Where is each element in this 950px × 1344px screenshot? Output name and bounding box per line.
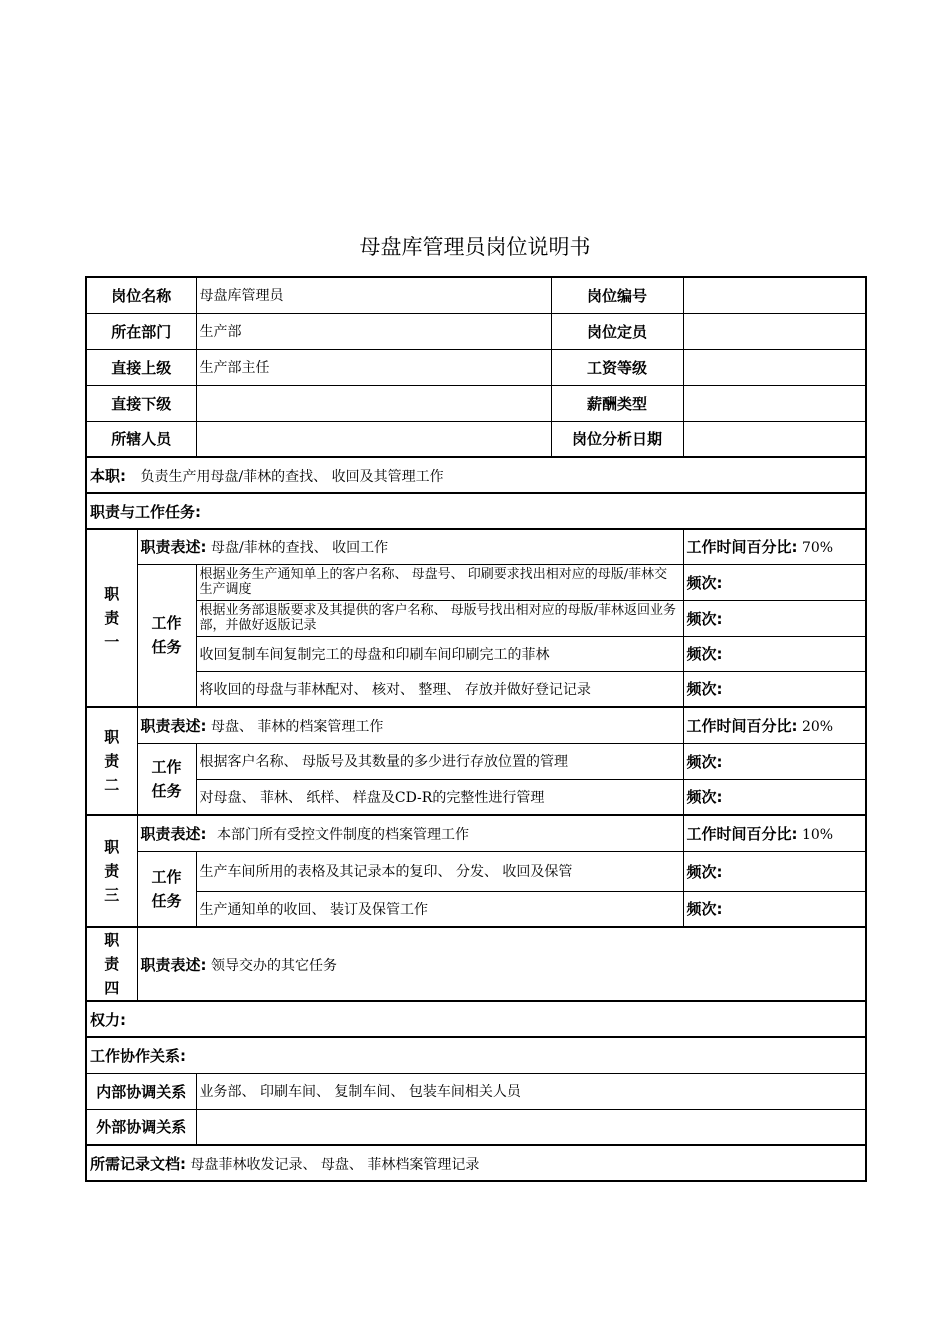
records-label: 所需记录文档: (90, 1154, 186, 1173)
duty-1-task-3: 收回复制车间复制完工的母盘和印刷车间印刷完工的菲林 (196, 636, 683, 671)
page-title: 母盘库管理员岗位说明书 (359, 235, 591, 259)
duty-2-task-2-freq: 频次: (683, 779, 866, 815)
subordinate-label: 直接下级 (86, 385, 196, 421)
duty-3-pct-label: 工作时间百分比: (686, 824, 798, 843)
external-value (196, 1109, 866, 1145)
duty-4-name: 职 责 四 (86, 927, 137, 1001)
duty-3-task-label: 工作 任务 (137, 851, 196, 927)
duty-3-task-1: 生产车间所用的表格及其记录本的复印、 分发、 收回及保管 (196, 851, 683, 891)
duty-2-task-1: 根据客户名称、 母版号及其数量的多少进行存放位置的管理 (196, 743, 683, 779)
analysis-date-label: 岗位分析日期 (551, 421, 683, 457)
duty-1-pct-value: 70% (801, 540, 834, 557)
superior-value: 生产部主任 (196, 349, 551, 385)
duty-1-pct-label: 工作时间百分比: (686, 538, 798, 557)
duty-3-task-2: 生产通知单的收回、 装订及保管工作 (196, 891, 683, 927)
duty-2-task-label: 工作 任务 (137, 743, 196, 815)
dept-label: 所在部门 (86, 313, 196, 349)
duty-1-desc-text: 母盘/菲林的查找、 收回工作 (210, 540, 389, 557)
duty-4-desc-text: 领导交办的其它任务 (210, 957, 337, 974)
duty-2-desc-text: 母盘、 菲林的档案管理工作 (210, 718, 384, 735)
duty-summary-label: 本职: (90, 466, 126, 485)
subordinate-value (196, 385, 551, 421)
salary-type-value (683, 385, 866, 421)
duty-1-task-4: 将收回的母盘与菲林配对、 核对、 整理、 存放并做好登记记录 (196, 671, 683, 707)
duty-2-pct-value: 20% (801, 718, 834, 735)
quota-value (683, 313, 866, 349)
records (86, 1145, 866, 1181)
duty-3-desc-label: 职责表述: (140, 824, 207, 843)
duty-3-pct-value: 10% (801, 826, 834, 843)
post-name-label: 岗位名称 (86, 277, 196, 313)
staff-label: 所辖人员 (86, 421, 196, 457)
internal-value: 业务部、 印刷车间、 复制车间、 包装车间相关人员 (196, 1073, 866, 1109)
wage-value (683, 349, 866, 385)
duty-4-desc-label: 职责表述: (140, 955, 207, 974)
staff-value (196, 421, 551, 457)
duty-1-pct (683, 529, 866, 564)
duty-1-task-2-freq: 频次: (683, 600, 866, 636)
duty-2-pct (683, 707, 866, 743)
duty-4-desc (137, 927, 866, 1001)
job-description-table (85, 276, 867, 1182)
duty-1-task-3-freq: 频次: (683, 636, 866, 671)
duty-2-task-2: 对母盘、 菲林、 纸样、 样盘及CD-R的完整性进行管理 (196, 779, 683, 815)
duty-2-pct-label: 工作时间百分比: (686, 716, 798, 735)
dept-value: 生产部 (196, 313, 551, 349)
duty-2-desc-label: 职责表述: (140, 716, 207, 735)
duty-3-name: 职 责 三 (86, 815, 137, 927)
duty-2-desc (137, 707, 683, 743)
duty-3-task-2-freq: 频次: (683, 891, 866, 927)
duty-summary (86, 457, 866, 493)
external-label: 外部协调关系 (86, 1109, 196, 1145)
duty-1-task-label: 工作 任务 (137, 564, 196, 707)
duty-3-task-1-freq: 频次: (683, 851, 866, 891)
duty-3-pct (683, 815, 866, 851)
post-no-label: 岗位编号 (551, 277, 683, 313)
duty-1-task-2: 根据业务部退版要求及其提供的客户名称、 母版号找出相对应的母版/菲林返回业务部，并做好返版记录 (196, 600, 683, 636)
duty-1-task-1: 根据业务生产通知单上的客户名称、 母盘号、 印刷要求找出相对应的母版/菲林交生产调度 (196, 564, 683, 600)
duty-3-desc-text: 本部门所有受控文件制度的档案管理工作 (216, 826, 469, 843)
duty-1-desc-label: 职责表述: (140, 538, 207, 557)
duty-1-name: 职 责 一 (86, 529, 137, 707)
duty-2-name: 职 责 二 (86, 707, 137, 815)
duty-1-task-1-freq: 频次: (683, 564, 866, 600)
post-name-value: 母盘库管理员 (196, 277, 551, 313)
duties-header: 职责与工作任务: (86, 493, 866, 529)
quota-label: 岗位定员 (551, 313, 683, 349)
wage-label: 工资等级 (551, 349, 683, 385)
duty-1-desc (137, 529, 683, 564)
duty-3-desc (137, 815, 683, 851)
post-no-value (683, 277, 866, 313)
analysis-date-value (683, 421, 866, 457)
authority-label: 权力: (86, 1001, 866, 1037)
duty-2-task-1-freq: 频次: (683, 743, 866, 779)
salary-type-label: 薪酬类型 (551, 385, 683, 421)
relations-label: 工作协作关系: (86, 1037, 866, 1073)
internal-label: 内部协调关系 (86, 1073, 196, 1109)
duty-summary-text: 负责生产用母盘/菲林的查找、 收回及其管理工作 (140, 468, 444, 485)
superior-label: 直接上级 (86, 349, 196, 385)
records-value: 母盘菲林收发记录、 母盘、 菲林档案管理记录 (190, 1156, 480, 1173)
duty-1-task-4-freq: 频次: (683, 671, 866, 707)
